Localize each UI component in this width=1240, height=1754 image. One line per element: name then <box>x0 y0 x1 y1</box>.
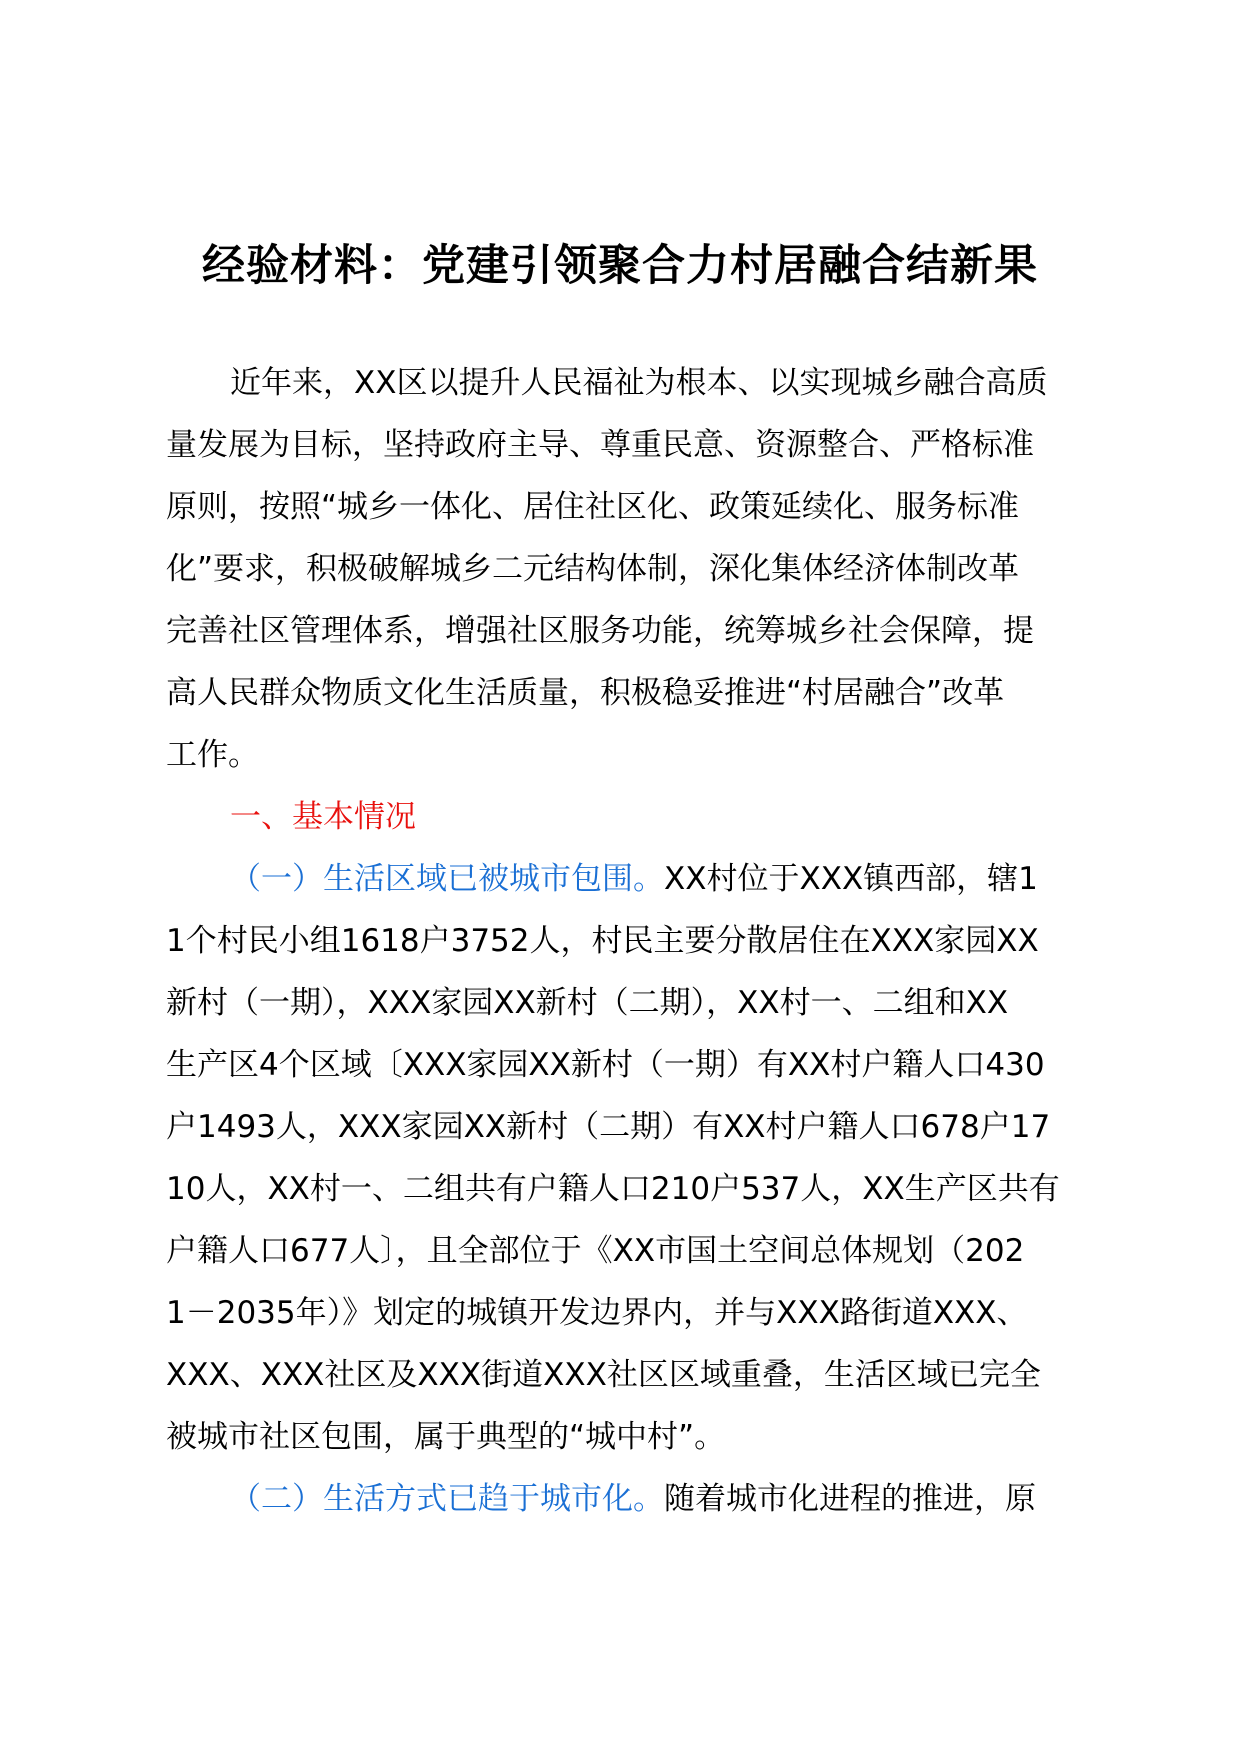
intro-paragraph-line: 工作。 <box>166 737 259 773</box>
intro-paragraph-line: 完善社区管理体系，增强社区服务功能，统筹城乡社会保障，提 <box>166 613 1034 649</box>
intro-paragraph-line: 高人民群众物质文化生活质量，积极稳妥推进“村居融合”改革 <box>166 675 1005 711</box>
document-title: 经验材料：党建引领聚合力村居融合结新果 <box>202 241 1038 291</box>
subsection-1-line: 新村（一期），XXX家园XX新村（二期），XX村一、二组和XX <box>166 985 1009 1021</box>
subsection-1-line: 生产区4个区域〔XXX家园XX新村（一期）有XX村户籍人口430 <box>166 1047 1045 1083</box>
intro-paragraph-line: 量发展为目标，坚持政府主导、尊重民意、资源整合、严格标准 <box>166 427 1034 463</box>
subsection-1-line: 被城市社区包围，属于典型的“城中村”。 <box>166 1419 726 1455</box>
subsection-1-first-line <box>166 848 1110 910</box>
intro-paragraph-line: 近年来，XX区以提升人民福祉为根本、以实现城乡融合高质 <box>230 365 1048 401</box>
section-heading: 一、基本情况 <box>230 799 416 835</box>
subsection-1-line: 1－2035年）》划定的城镇开发边界内，并与XXX路街道XXX、 <box>166 1295 1028 1331</box>
subsection-2-text: 随着城市化进程的推进，原 <box>664 1481 1036 1517</box>
document-body <box>166 352 1110 1530</box>
subsection-1-text: XX村位于XXX镇西部，辖1 <box>664 861 1038 897</box>
subsection-1-line: 10人，XX村一、二组共有户籍人口210户537人，XX生产区共有 <box>166 1171 1060 1207</box>
subsection-1-line: 户籍人口677人〕，且全部位于《XX市国土空间总体规划（202 <box>166 1233 1025 1269</box>
subsection-2-first-line <box>166 1468 1110 1530</box>
subsection-1-line: 户1493人，XXX家园XX新村（二期）有XX村户籍人口678户17 <box>166 1109 1051 1145</box>
subsection-1-heading: （一）生活区域已被城市包围。 <box>230 861 664 897</box>
intro-paragraph-line: 化”要求，积极破解城乡二元结构体制，深化集体经济体制改革 <box>166 551 1020 587</box>
intro-paragraph-line: 原则，按照“城乡一体化、居住社区化、政策延续化、服务标准 <box>166 489 1020 525</box>
subsection-1-line: 1个村民小组1618户3752人，村民主要分散居住在XXX家园XX <box>166 923 1039 959</box>
subsection-1-line: XXX、XXX社区及XXX街道XXX社区区域重叠，生活区域已完全 <box>166 1357 1041 1393</box>
subsection-2-heading: （二）生活方式已趋于城市化。 <box>230 1481 664 1517</box>
